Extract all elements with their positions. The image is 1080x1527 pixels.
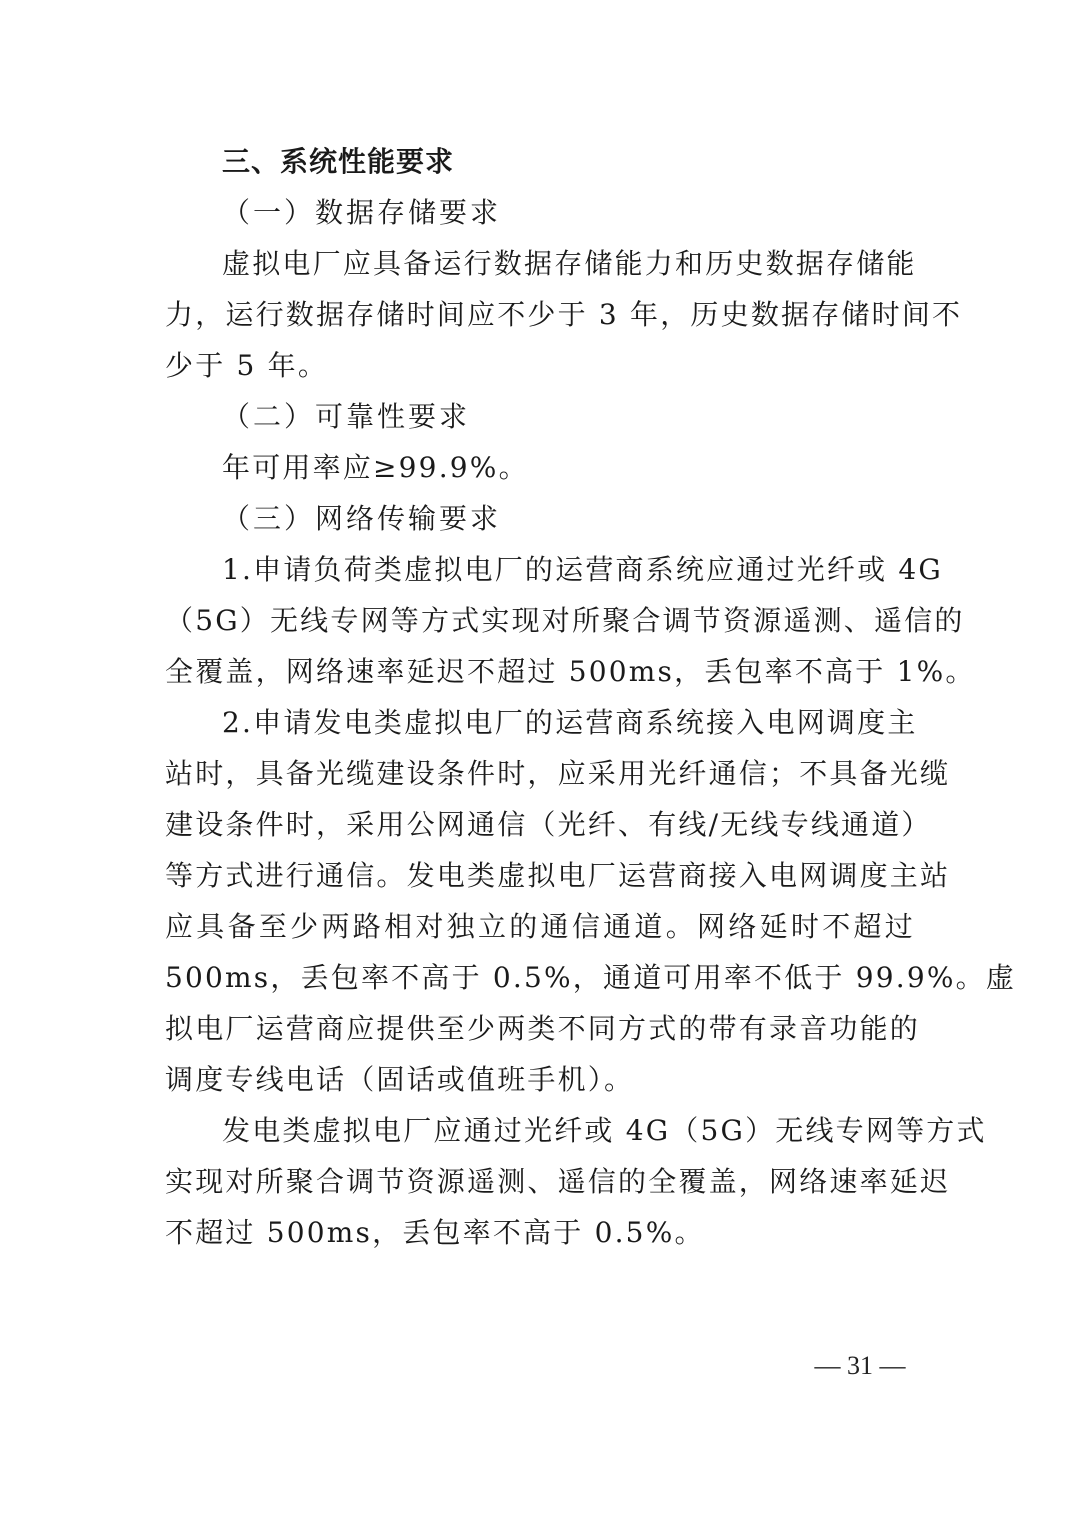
paragraph-line: 2.申请发电类虚拟电厂的运营商系统接入电网调度主 [222,706,918,739]
page-number: — 31 — [814,1351,906,1380]
paragraph-line: 发电类虚拟电厂应通过光纤或 4G（5G）无线专网等方式 [222,1114,987,1147]
paragraph-line: 等方式进行通信。发电类虚拟电厂运营商接入电网调度主站 [165,859,951,892]
paragraph-line: （5G）无线专网等方式实现对所聚合调节资源遥测、遥信的 [165,604,965,637]
section-title: 三、系统性能要求 [222,145,455,178]
paragraph-line: 少于 5 年。 [165,349,329,382]
subsection-heading-data-storage: （一）数据存储要求 [222,196,502,229]
paragraph-line: 全覆盖，网络速率延迟不超过 500ms，丢包率不高于 1%。 [165,655,976,688]
paragraph-line: 实现对所聚合调节资源遥测、遥信的全覆盖，网络速率延迟 [165,1165,951,1198]
paragraph-line: 年可用率应≥99.9%。 [222,451,529,484]
paragraph-line: 调度专线电话（固话或值班手机）。 [165,1063,635,1096]
paragraph-line: 1.申请负荷类虚拟电厂的运营商系统应通过光纤或 4G [222,553,943,586]
paragraph-line: 500ms，丢包率不高于 0.5%，通道可用率不低于 99.9%。虚 [165,961,1017,994]
paragraph-line: 站时，具备光缆建设条件时，应采用光纤通信；不具备光缆 [165,757,951,790]
paragraph-line: 力，运行数据存储时间应不少于 3 年，历史数据存储时间不 [165,298,963,331]
paragraph-line: 应具备至少两路相对独立的通信通道。网络延时不超过 [165,910,915,943]
paragraph-line: 建设条件时，采用公网通信（光纤、有线/无线专线通道） [165,808,932,841]
paragraph-line: 不超过 500ms，丢包率不高于 0.5%。 [165,1216,705,1249]
subsection-heading-network: （三）网络传输要求 [222,502,502,535]
paragraph-line: 虚拟电厂应具备运行数据存储能力和历史数据存储能 [222,247,917,280]
paragraph-line: 拟电厂运营商应提供至少两类不同方式的带有录音功能的 [165,1012,921,1045]
subsection-heading-reliability: （二）可靠性要求 [222,400,471,433]
